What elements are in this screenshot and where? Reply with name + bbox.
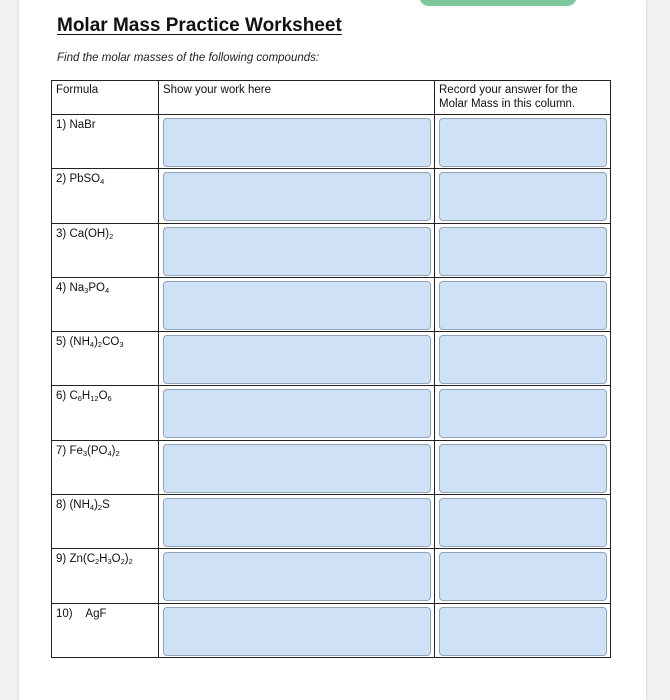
formula-part: PO <box>88 281 105 294</box>
table-row <box>52 386 611 440</box>
answer-input-box[interactable] <box>439 172 607 221</box>
work-cell <box>159 495 435 549</box>
row-number: 1) <box>56 119 67 131</box>
work-input-box[interactable] <box>163 335 431 384</box>
work-input-box[interactable] <box>163 389 431 438</box>
formula-subscript: 4 <box>104 285 110 295</box>
formula-part: ) <box>124 553 129 566</box>
answer-cell <box>435 115 611 169</box>
formula-part: ) <box>94 336 98 349</box>
table-row <box>52 223 611 277</box>
formula-subscript: 4 <box>89 503 95 513</box>
formula-part: H <box>99 553 108 566</box>
row-number: 2) <box>56 173 67 186</box>
answer-cell <box>435 169 611 223</box>
row-number: 6) <box>56 390 67 403</box>
work-input-box[interactable] <box>163 444 431 493</box>
formula-subscript: 3 <box>119 340 124 350</box>
top-banner-pill <box>419 0 577 6</box>
formula-subscript: 2 <box>109 231 114 241</box>
formula-part: ) <box>94 499 98 512</box>
formula-cell <box>52 169 159 223</box>
row-number: 10) <box>56 607 73 620</box>
formula-part: C <box>69 390 78 403</box>
work-cell <box>159 386 435 440</box>
answer-cell <box>435 332 611 386</box>
formula-part: O <box>98 390 108 403</box>
formula-label <box>52 495 158 515</box>
formula-part: AgF <box>75 607 107 620</box>
row-number: 3) <box>56 227 67 240</box>
formula-part: S <box>102 499 110 512</box>
table-row <box>52 115 611 169</box>
formula-part: H <box>81 390 91 403</box>
table-row <box>52 495 611 549</box>
answer-input-box[interactable] <box>439 118 607 167</box>
formula-label <box>52 224 158 244</box>
formula-cell <box>52 332 159 386</box>
answer-cell <box>435 223 611 277</box>
formula-subscript: 12 <box>90 394 99 404</box>
header-formula: Formula <box>52 81 159 115</box>
formula-part: ) <box>111 444 116 457</box>
formula-subscript: 3 <box>82 448 88 458</box>
formula-part: Zn(C <box>69 553 95 566</box>
answer-cell <box>435 277 611 331</box>
formula-label <box>52 332 158 352</box>
work-input-box[interactable] <box>163 607 431 656</box>
instructions: Find the molar masses of the following compounds: <box>57 52 320 64</box>
formula-label <box>52 441 158 461</box>
formula-label <box>52 604 158 624</box>
formula-part: Na <box>69 281 85 294</box>
header-answer: Record your answer for the Molar Mass in this column. <box>435 81 611 115</box>
formula-part: PbSO <box>69 173 101 186</box>
formula-subscript: 2 <box>120 557 125 567</box>
table-row <box>52 277 611 331</box>
formula-part: O <box>111 553 121 566</box>
header-work: Show your work here <box>159 81 435 115</box>
answer-input-box[interactable] <box>439 444 607 493</box>
formula-part: Fe <box>69 444 83 457</box>
table-row <box>52 332 611 386</box>
row-number: 5) <box>56 336 67 349</box>
formula-subscript: 2 <box>95 557 100 567</box>
answer-cell <box>435 603 611 657</box>
formula-subscript: 4 <box>89 340 95 350</box>
formula-label <box>52 115 158 135</box>
table-body <box>52 115 611 658</box>
answer-cell <box>435 440 611 494</box>
formula-subscript: 6 <box>77 394 82 404</box>
formula-label <box>52 169 158 189</box>
formula-subscript: 4 <box>107 448 112 458</box>
table-header-row <box>52 81 611 115</box>
work-cell <box>159 169 435 223</box>
work-cell <box>159 115 435 169</box>
formula-subscript: 2 <box>97 340 103 350</box>
formula-label <box>52 278 158 298</box>
answer-input-box[interactable] <box>439 498 607 547</box>
work-cell <box>159 332 435 386</box>
table-row <box>52 549 611 603</box>
formula-part: (PO <box>87 444 108 457</box>
table-row <box>52 169 611 223</box>
formula-cell <box>52 386 159 440</box>
formula-cell <box>52 440 159 494</box>
work-cell <box>159 223 435 277</box>
work-cell <box>159 277 435 331</box>
formula-part: (NH <box>69 336 90 349</box>
formula-subscript: 3 <box>107 557 112 567</box>
work-input-box[interactable] <box>163 498 431 547</box>
formula-subscript: 3 <box>84 285 89 295</box>
answer-input-box[interactable] <box>439 227 607 276</box>
work-input-box[interactable] <box>163 552 431 601</box>
answer-cell <box>435 495 611 549</box>
formula-cell <box>52 495 159 549</box>
answer-cell <box>435 549 611 603</box>
row-number: 8) <box>56 499 67 512</box>
work-cell <box>159 440 435 494</box>
formula-subscript: 2 <box>97 503 103 513</box>
formula-cell <box>52 549 159 603</box>
formula-cell <box>52 603 159 657</box>
row-number: 4) <box>56 281 67 294</box>
formula-subscript: 2 <box>115 448 120 458</box>
formula-subscript: 6 <box>107 394 112 404</box>
formula-label <box>52 386 158 406</box>
work-cell <box>159 549 435 603</box>
formula-part: (NH <box>69 499 90 512</box>
answer-input-box[interactable] <box>439 335 607 384</box>
page-title: Molar Mass Practice Worksheet <box>57 15 342 36</box>
formula-part: NaBr <box>69 119 96 131</box>
answer-input-box[interactable] <box>439 389 607 438</box>
answer-input-box[interactable] <box>439 281 607 330</box>
formula-part: Ca(OH) <box>69 227 110 240</box>
work-cell <box>159 603 435 657</box>
formula-cell <box>52 277 159 331</box>
molar-mass-table <box>51 80 611 658</box>
formula-part: CO <box>102 336 120 349</box>
table-row <box>52 440 611 494</box>
work-input-box[interactable] <box>163 227 431 276</box>
answer-input-box[interactable] <box>439 607 607 656</box>
work-input-box[interactable] <box>163 118 431 167</box>
formula-subscript: 4 <box>100 177 105 187</box>
row-number: 9) <box>56 553 67 566</box>
row-number: 7) <box>56 444 67 457</box>
formula-cell <box>52 223 159 277</box>
work-input-box[interactable] <box>163 281 431 330</box>
formula-subscript: 2 <box>128 557 133 567</box>
formula-cell <box>52 115 159 169</box>
answer-input-box[interactable] <box>439 552 607 601</box>
table-row <box>52 603 611 657</box>
formula-label <box>52 549 158 569</box>
work-input-box[interactable] <box>163 172 431 221</box>
answer-cell <box>435 386 611 440</box>
